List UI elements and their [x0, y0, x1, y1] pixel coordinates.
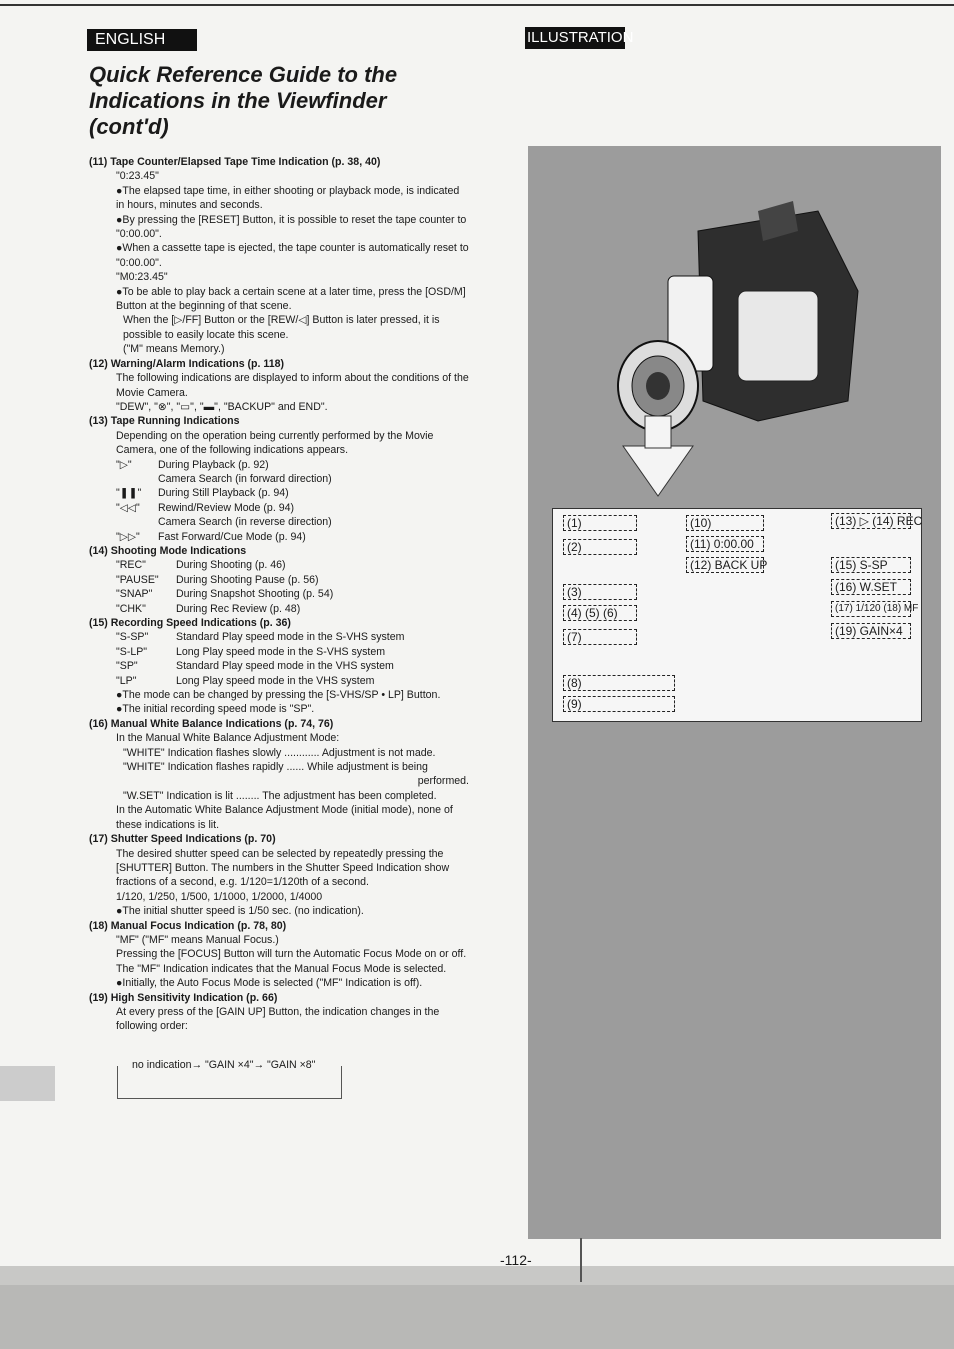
section-heading: (15) Recording Speed Indications (p. 36) [89, 617, 291, 629]
vf-indicator-7: (7) [563, 629, 637, 645]
side-panel-shape [738, 291, 818, 381]
scan-band-lower [0, 1285, 954, 1349]
list-item: "CHK" During Rec Review (p. 48) [116, 602, 301, 615]
page-number: -112- [500, 1252, 532, 1268]
paragraph: Pressing the [FOCUS] Button will turn the Automatic Focus Mode on or off. The "MF" Indication indicates that the Manual Focus Mode is selected. [116, 948, 467, 975]
section-heading: (16) Manual White Balance Indications (p. 74, 76) [89, 717, 334, 730]
vf-indicator-12: (12) BACK UP [686, 557, 764, 573]
section-19 [89, 991, 469, 1034]
list-item: "▷" During Playback (p. 92) [116, 458, 269, 471]
paragraph: The desired shutter speed can be selected by repeatedly pressing the [SHUTTER] Button. The numbers in the Shutter Speed Indication show fractions of a second, e.g. 1/120=1/120th of a second. [116, 847, 450, 889]
vf-indicator-9: (9) [563, 696, 675, 712]
list-item: "SP" Standard Play speed mode in the VHS system [116, 660, 394, 673]
page-divider [580, 1238, 582, 1282]
list-item: "SNAP" During Snapshot Shooting (p. 54) [116, 588, 334, 601]
list-item: Camera Search (in forward direction) [158, 472, 332, 485]
paragraph: Depending on the operation being currently performed by the Movie Camera, one of the following indications appears. [116, 429, 434, 457]
paragraph: The following indications are displayed to inform about the conditions of the Movie Camera. [116, 372, 469, 399]
vf-indicator-10: (10) [686, 515, 764, 531]
bullet: ●The mode can be changed by pressing the [S-VHS/SP • LP] Button. [116, 689, 441, 702]
list-item: "REC" During Shooting (p. 46) [116, 559, 286, 572]
paragraph: At every press of the [GAIN UP] Button, the indication changes in the following order: [116, 1005, 440, 1033]
list-item: "S-LP" Long Play speed mode in the S-VHS system [116, 645, 386, 658]
vf-indicator-19: (19) GAIN×4 [831, 623, 911, 639]
bullet: ●To be able to play back a certain scene at a later time, press the [OSD/M] Button at the beginning of that scene. [116, 285, 466, 313]
vf-indicator-15: (15) S-SP [831, 557, 911, 573]
vf-indicator-11: (11) 0:00.00 [686, 536, 764, 552]
paragraph: "DEW", "⊗", "▭", "▬", "BACKUP" and END". [116, 400, 328, 413]
scan-mark [0, 1066, 55, 1101]
section-heading: (12) Warning/Alarm Indications (p. 118) [89, 357, 285, 370]
vf-indicator-13-14: (13) ▷ (14) REC [831, 513, 911, 529]
list-item: "WHITE" Indication flashes rapidly ...... While adjustment is being [123, 761, 428, 774]
arrow-stem-shape [645, 416, 671, 448]
bullet: ●The initial shutter speed is 1/50 sec. (no indication). [116, 905, 364, 918]
paragraph: "MF" ("MF" means Manual Focus.) [116, 933, 279, 946]
section-18 [89, 919, 469, 991]
list-item: "❚❚" During Still Playback (p. 94) [116, 487, 289, 500]
memory-example: "M0:23.45" [116, 271, 168, 284]
section-heading: (13) Tape Running Indications [89, 415, 240, 428]
list-item: "◁◁" Rewind/Review Mode (p. 94) [116, 501, 295, 514]
list-item: "PAUSE" During Shooting Pause (p. 56) [116, 573, 319, 586]
section-17 [89, 832, 469, 918]
section-12 [89, 357, 469, 415]
vf-indicator-16: (16) W.SET [831, 579, 911, 595]
illustration-tag: ILLUSTRATION [525, 27, 625, 49]
paragraph: 1/120, 1/250, 1/500, 1/1000, 1/2000, 1/4000 [116, 890, 323, 903]
list-item: "S-SP" Standard Play speed mode in the S-VHS system [116, 631, 405, 644]
indication-list [89, 155, 469, 1034]
gain-cycle-diagram [117, 1059, 342, 1099]
section-heading: (14) Shooting Mode Indications [89, 544, 247, 557]
paragraph: When the [▷/FF] Button or the [REW/◁] Button is later pressed, it is possible to easily locate this scene. [123, 314, 440, 341]
bullet: ●When a cassette tape is ejected, the tape counter is automatically reset to "0:00.00". [116, 242, 469, 269]
vf-indicator-8: (8) [563, 675, 675, 691]
vf-indicator-3: (3) [563, 584, 637, 600]
paragraph: In the Manual White Balance Adjustment Mode: [116, 732, 340, 745]
section-13 [89, 414, 469, 544]
top-rule [0, 4, 954, 6]
list-item: Camera Search (in reverse direction) [158, 516, 332, 529]
bullet: ●The initial recording speed mode is "SP". [116, 703, 315, 716]
page-title [89, 62, 449, 140]
vf-indicator-456: (4) (5) (6) [563, 605, 637, 621]
list-item: "LP" Long Play speed mode in the VHS system [116, 674, 375, 687]
section-16 [89, 717, 469, 832]
bullet: ●By pressing the [RESET] Button, it is possible to reset the tape counter to "0:00.00". [116, 213, 467, 241]
list-item: "▷▷" Fast Forward/Cue Mode (p. 94) [116, 530, 306, 543]
eyepiece-center-shape [646, 372, 670, 400]
vf-indicator-17-18: (17) 1/120 (18) MF [831, 601, 911, 617]
section-heading: (17) Shutter Speed Indications (p. 70) [89, 833, 276, 846]
camcorder-illustration [588, 171, 868, 501]
section-heading: (19) High Sensitivity Indication (p. 66) [89, 991, 278, 1004]
section-14 [89, 544, 469, 616]
vf-indicator-2: (2) [563, 539, 637, 555]
viewfinder-display [552, 508, 922, 722]
gain-cycle-text: no indication→ "GAIN ×4"→ "GAIN ×8" [132, 1059, 316, 1071]
bullet: ●The elapsed tape time, in either shooting or playback mode, is indicated in hours, minutes and seconds. [116, 184, 460, 212]
title-line-2: Indications in the Viewfinder [89, 88, 387, 113]
vf-indicator-1: (1) [563, 515, 637, 531]
title-line-1: Quick Reference Guide to the [89, 62, 398, 87]
section-11 [89, 155, 469, 357]
section-heading: (18) Manual Focus Indication (p. 78, 80) [89, 919, 287, 932]
counter-example: "0:23.45" [116, 170, 159, 183]
arrow-down-icon [623, 446, 693, 496]
paragraph: In the Automatic White Balance Adjustment Mode (initial mode), none of these indications is lit. [116, 804, 453, 831]
list-item-cont: performed. [417, 775, 469, 788]
list-item: "WHITE" Indication flashes slowly ............ Adjustment is not made. [123, 746, 436, 759]
paragraph: ("M" means Memory.) [123, 343, 225, 356]
list-item: "W.SET" Indication is lit ........ The adjustment has been completed. [123, 789, 437, 802]
title-line-3: (cont'd) [89, 114, 169, 139]
section-15 [89, 616, 469, 717]
language-tag: ENGLISH [87, 29, 197, 51]
bullet: ●Initially, the Auto Focus Mode is selected ("MF" Indication is off). [116, 977, 423, 990]
illustration-panel [528, 146, 941, 1239]
section-heading: (11) Tape Counter/Elapsed Tape Time Indication (p. 38, 40) [89, 156, 381, 168]
